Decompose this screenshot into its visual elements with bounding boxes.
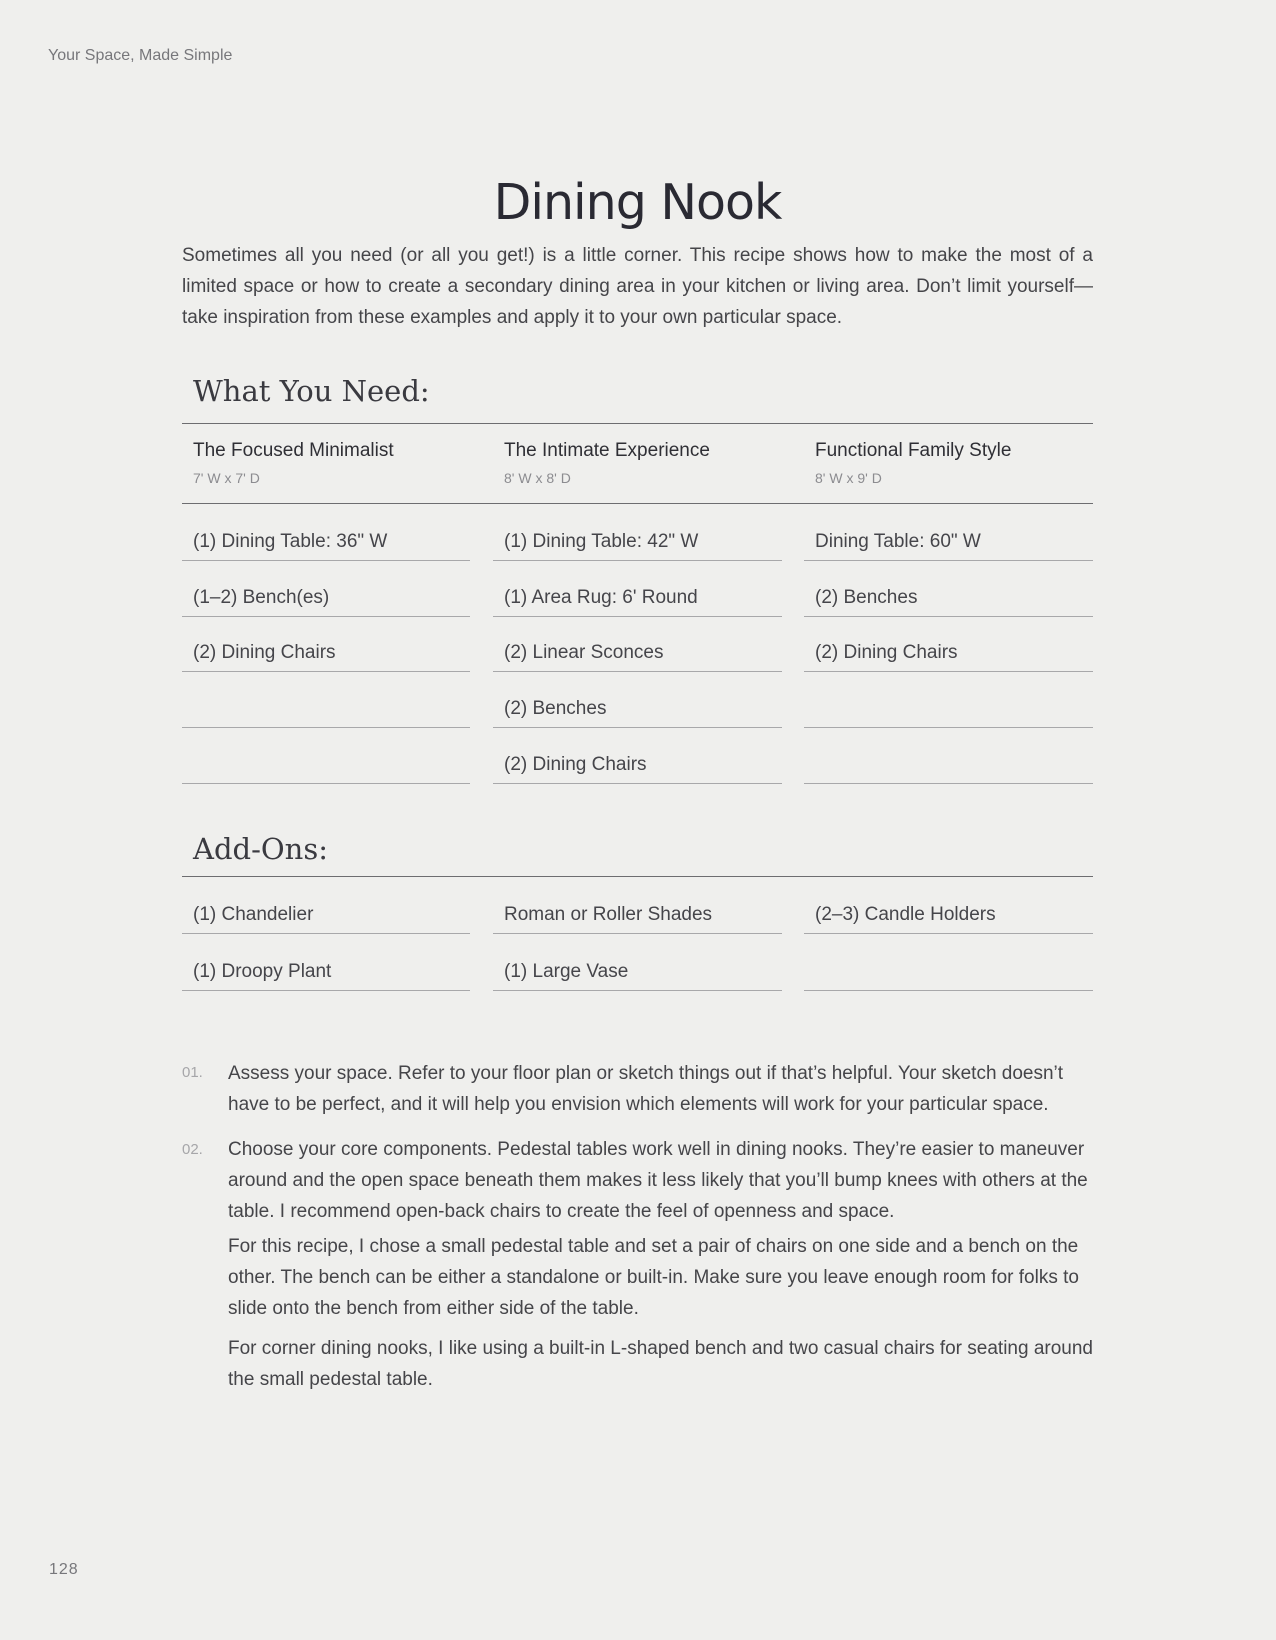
list-item: (2) Linear Sconces [493, 616, 782, 672]
column-size-family: 8' W x 9' D [815, 470, 882, 486]
column-name-intimate: The Intimate Experience [504, 440, 710, 461]
list-item [182, 672, 470, 728]
column-size-minimalist: 7' W x 7' D [193, 470, 260, 486]
page-number: 128 [49, 1561, 79, 1578]
step-number: 02. [182, 1141, 203, 1158]
step-paragraph: For corner dining nooks, I like using a built-in L-shaped bench and two casual chairs for seating around the small pedestal table. [228, 1338, 1094, 1390]
list-item [804, 672, 1093, 728]
step-paragraph: Assess your space. Refer to your floor plan or sketch things out if that’s helpful. Your sketch doesn’t have to be perfect, and it will help you envision which elements will work for your particular space. [228, 1063, 1064, 1115]
list-item: (2) Benches [493, 672, 782, 728]
add-on-item [804, 935, 1093, 991]
need-columns-header [182, 424, 1093, 504]
running-head: Your Space, Made Simple [48, 47, 233, 64]
column-size-intimate: 8' W x 8' D [504, 470, 571, 486]
column-name-family: Functional Family Style [815, 440, 1012, 461]
list-item: (1) Area Rug: 6' Round [493, 561, 782, 617]
add-on-item: (1) Droopy Plant [182, 935, 470, 991]
what-you-need-heading: What You Need: [182, 374, 1093, 424]
intro-paragraph: Sometimes all you need (or all you get!) is a little corner. This recipe shows how to make the most of a limited space or how to create a secondary dining area in your kitchen or living area. Don’t limit yourself—take inspiration from these examples and apply it to your own particular space. [182, 245, 1093, 328]
add-ons-heading: Add-Ons: [182, 832, 1093, 877]
step-number: 01. [182, 1064, 203, 1081]
list-item: (1) Dining Table: 36" W [182, 505, 470, 561]
list-item: (2) Benches [804, 561, 1093, 617]
list-item: Dining Table: 60" W [804, 505, 1093, 561]
list-item: (2) Dining Chairs [493, 728, 782, 784]
list-item: (2) Dining Chairs [804, 616, 1093, 672]
list-item: (2) Dining Chairs [182, 616, 470, 672]
step-paragraph: Choose your core components. Pedestal tables work well in dining nooks. They’re easier to maneuver around and the open space beneath them makes it less likely that you’ll bump knees with others at the table. I recommend open-back chairs to create the feel of openness and space. [228, 1139, 1088, 1222]
step-paragraph: For this recipe, I chose a small pedestal table and set a pair of chairs on one side and a bench on the other. The bench can be either a standalone or built-in. Make sure you leave enough room for folks to slide onto the bench from either side of the table. [228, 1236, 1079, 1319]
add-on-item: (1) Large Vase [493, 935, 782, 991]
list-item: (1–2) Bench(es) [182, 561, 470, 617]
list-item: (1) Dining Table: 42" W [493, 505, 782, 561]
add-on-item: Roman or Roller Shades [493, 878, 782, 934]
column-name-minimalist: The Focused Minimalist [193, 440, 394, 461]
add-on-item: (1) Chandelier [182, 878, 470, 934]
list-item [182, 728, 470, 784]
page-title: Dining Nook [493, 174, 782, 231]
add-on-item: (2–3) Candle Holders [804, 878, 1093, 934]
list-item [804, 728, 1093, 784]
